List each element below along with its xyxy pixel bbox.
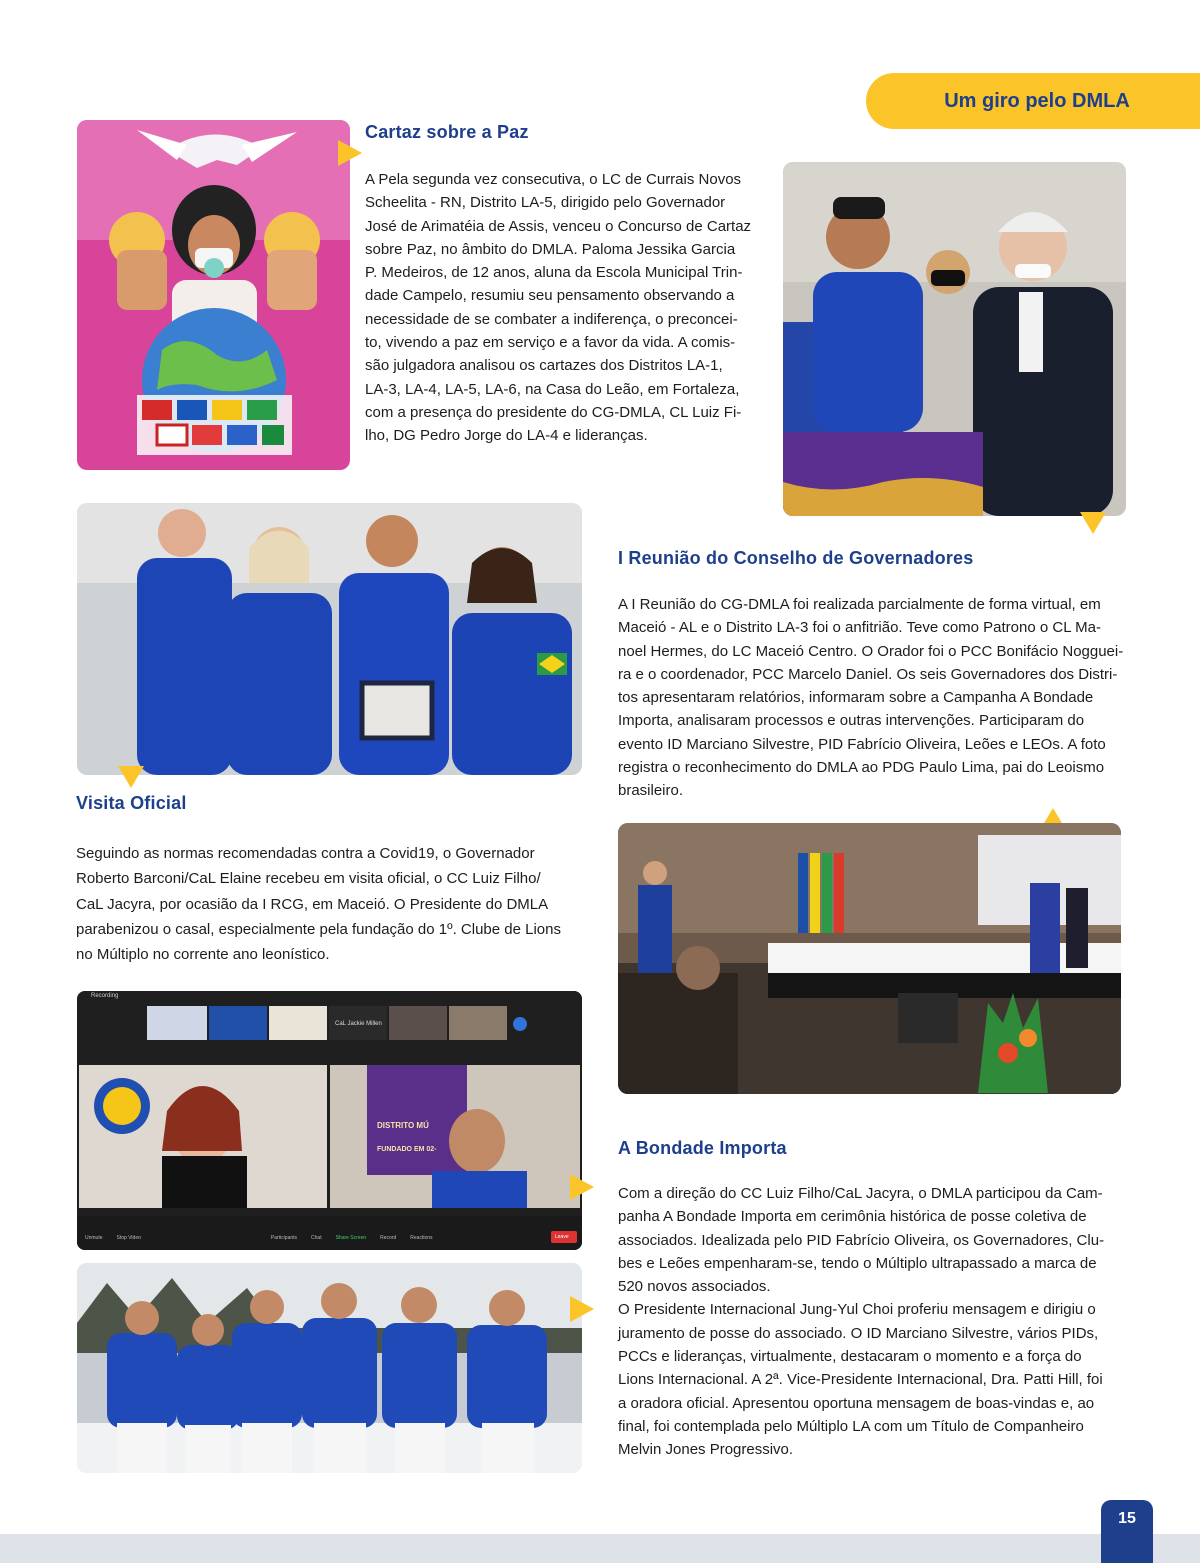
zoom-name-tag: CaL Jackie Millen [335,1021,382,1027]
visita-title: Visita Oficial [76,793,187,813]
zoom-stop-video-button[interactable]: Stop Video [116,1235,141,1241]
section-banner [866,73,1200,129]
group-snow-photo [77,1263,582,1473]
zoom-participants-button[interactable]: Participants [270,1235,298,1241]
zoom-share-screen-button[interactable]: Share Screen [335,1235,367,1241]
zoom-recording-label: Recording [91,993,119,999]
zoom-meeting-screenshot [77,991,582,1250]
section-title: Um giro pelo DMLA [944,89,1130,112]
pointer-triangle-icon [118,766,144,788]
zoom-banner-line2: FUNDADO EM 02- [377,1146,437,1153]
peace-poster-photo [77,120,350,470]
pointer-triangle-icon [1080,512,1106,534]
page-number: 15 [1118,1510,1136,1527]
page-number-tab [1101,1500,1153,1563]
pointer-triangle-icon [338,140,362,166]
zoom-toolbar [77,1235,582,1249]
pointer-triangle-icon [570,1296,594,1322]
bondade-title: A Bondade Importa [618,1138,787,1158]
visita-text: Seguindo as normas recomendadas contra a Covid19, o Governador Roberto Barconi/CaL Elaine recebeu em visita oficial, o CC Luiz Filho/ CaL Jacyra, por ocasião da I RCG, em Maceió. O Presidente do DMLA parabenizou o casal, especialmente pela fundação do 1º. Clube de Lions no Múltiplo no corrente ano leonístico. [76,845,561,964]
pointer-triangle-icon [570,1174,594,1200]
zoom-unmute-button[interactable]: Unmute [85,1235,103,1241]
visita-oficial-photo [77,503,582,775]
bondade-text: Com a direção do CC Luiz Filho/CaL Jacyra, o DMLA participou da Cam- panha A Bondade Importa em cerimônia histórica de posse coletiva de associados. Idealizada pelo PID Fabrício Oliveira, os Governadores, Clu- bes e Leões empenharam-se, tendo o Múltiplo ultrapassado a marca de 520 novos associados. O Presidente Internacional Jung-Yul Choi proferiu mensagem e dirigiu o juramento de posse do associado. O ID Marciano Silvestre, vários PIDs, PCCs e lideranças, virtualmente, destacaram o momento e a força do Lions Internacional. A 2ª. Vice-Presidente Internacional, Dra. Patti Hill, foi a oradora oficial. Apresentou oportuna mensagem de boas-vindas e, ao final, foi contemplada pelo Múltiplo LA com um Título de Companheiro Melvin Jones Progressivo. [618,1185,1105,1459]
zoom-chat-button[interactable]: Chat [311,1235,322,1241]
cartaz-text: A Pela segunda vez consecutiva, o LC de Currais Novos Scheelita - RN, Distrito LA-5, dirigido pelo Governador José de Arimatéia de Assis, venceu o Concurso de Cartaz sobre Paz, no âmbito do DMLA. Paloma Jessika Garcia P. Medeiros, de 12 anos, aluna da Escola Municipal Trin- dade Campelo, resumiu seu pensamento observando a necessidade de se combater a indiferença, o preconcei- to, vivendo a paz em serviço e a favor da vida. A comis- são julgadora analisou os cartazes dos Distritos LA-1, LA-3, LA-4, LA-5, LA-6, na Casa do Leão, em Fortaleza, com a presença do presidente do CG-DMLA, CL Luiz Fi- lho, DG Pedro Jorge do LA-4 e lideranças. [365,171,752,445]
reuniao-title: I Reunião do Conselho de Governadores [618,548,974,568]
zoom-leave-button[interactable]: Leave [555,1234,569,1240]
reuniao-text: A I Reunião do CG-DMLA foi realizada parcialmente de forma virtual, em Maceió - AL e o Distrito LA-3 foi o anfitrião. Teve como Patrono o CL Ma- noel Hermes, do LC Maceió Centro. O Orador foi o PCC Bonifácio Nogguei- ra e o coordenador, PCC Marcelo Daniel. Os seis Governadores dos Distri- tos apresentaram relatórios, informaram sobre a Campanha A Bondade Importa, analisaram processos e outras intervenções. Participaram do evento ID Marciano Silvestre, PID Fabrício Oliveira, Leões e LEOs. A foto registra o reconhecimento do DMLA ao PDG Paulo Lima, pai do Leoismo brasileiro. [618,596,1124,800]
zoom-record-button[interactable]: Record [380,1235,397,1241]
footer-band [0,1534,1200,1563]
recognition-photo [783,162,1126,516]
zoom-reactions-button[interactable]: Reactions [410,1235,433,1241]
zoom-banner-line1: DISTRITO MÚ [377,1121,429,1130]
council-meeting-photo [618,823,1121,1094]
cartaz-title: Cartaz sobre a Paz [365,122,529,142]
